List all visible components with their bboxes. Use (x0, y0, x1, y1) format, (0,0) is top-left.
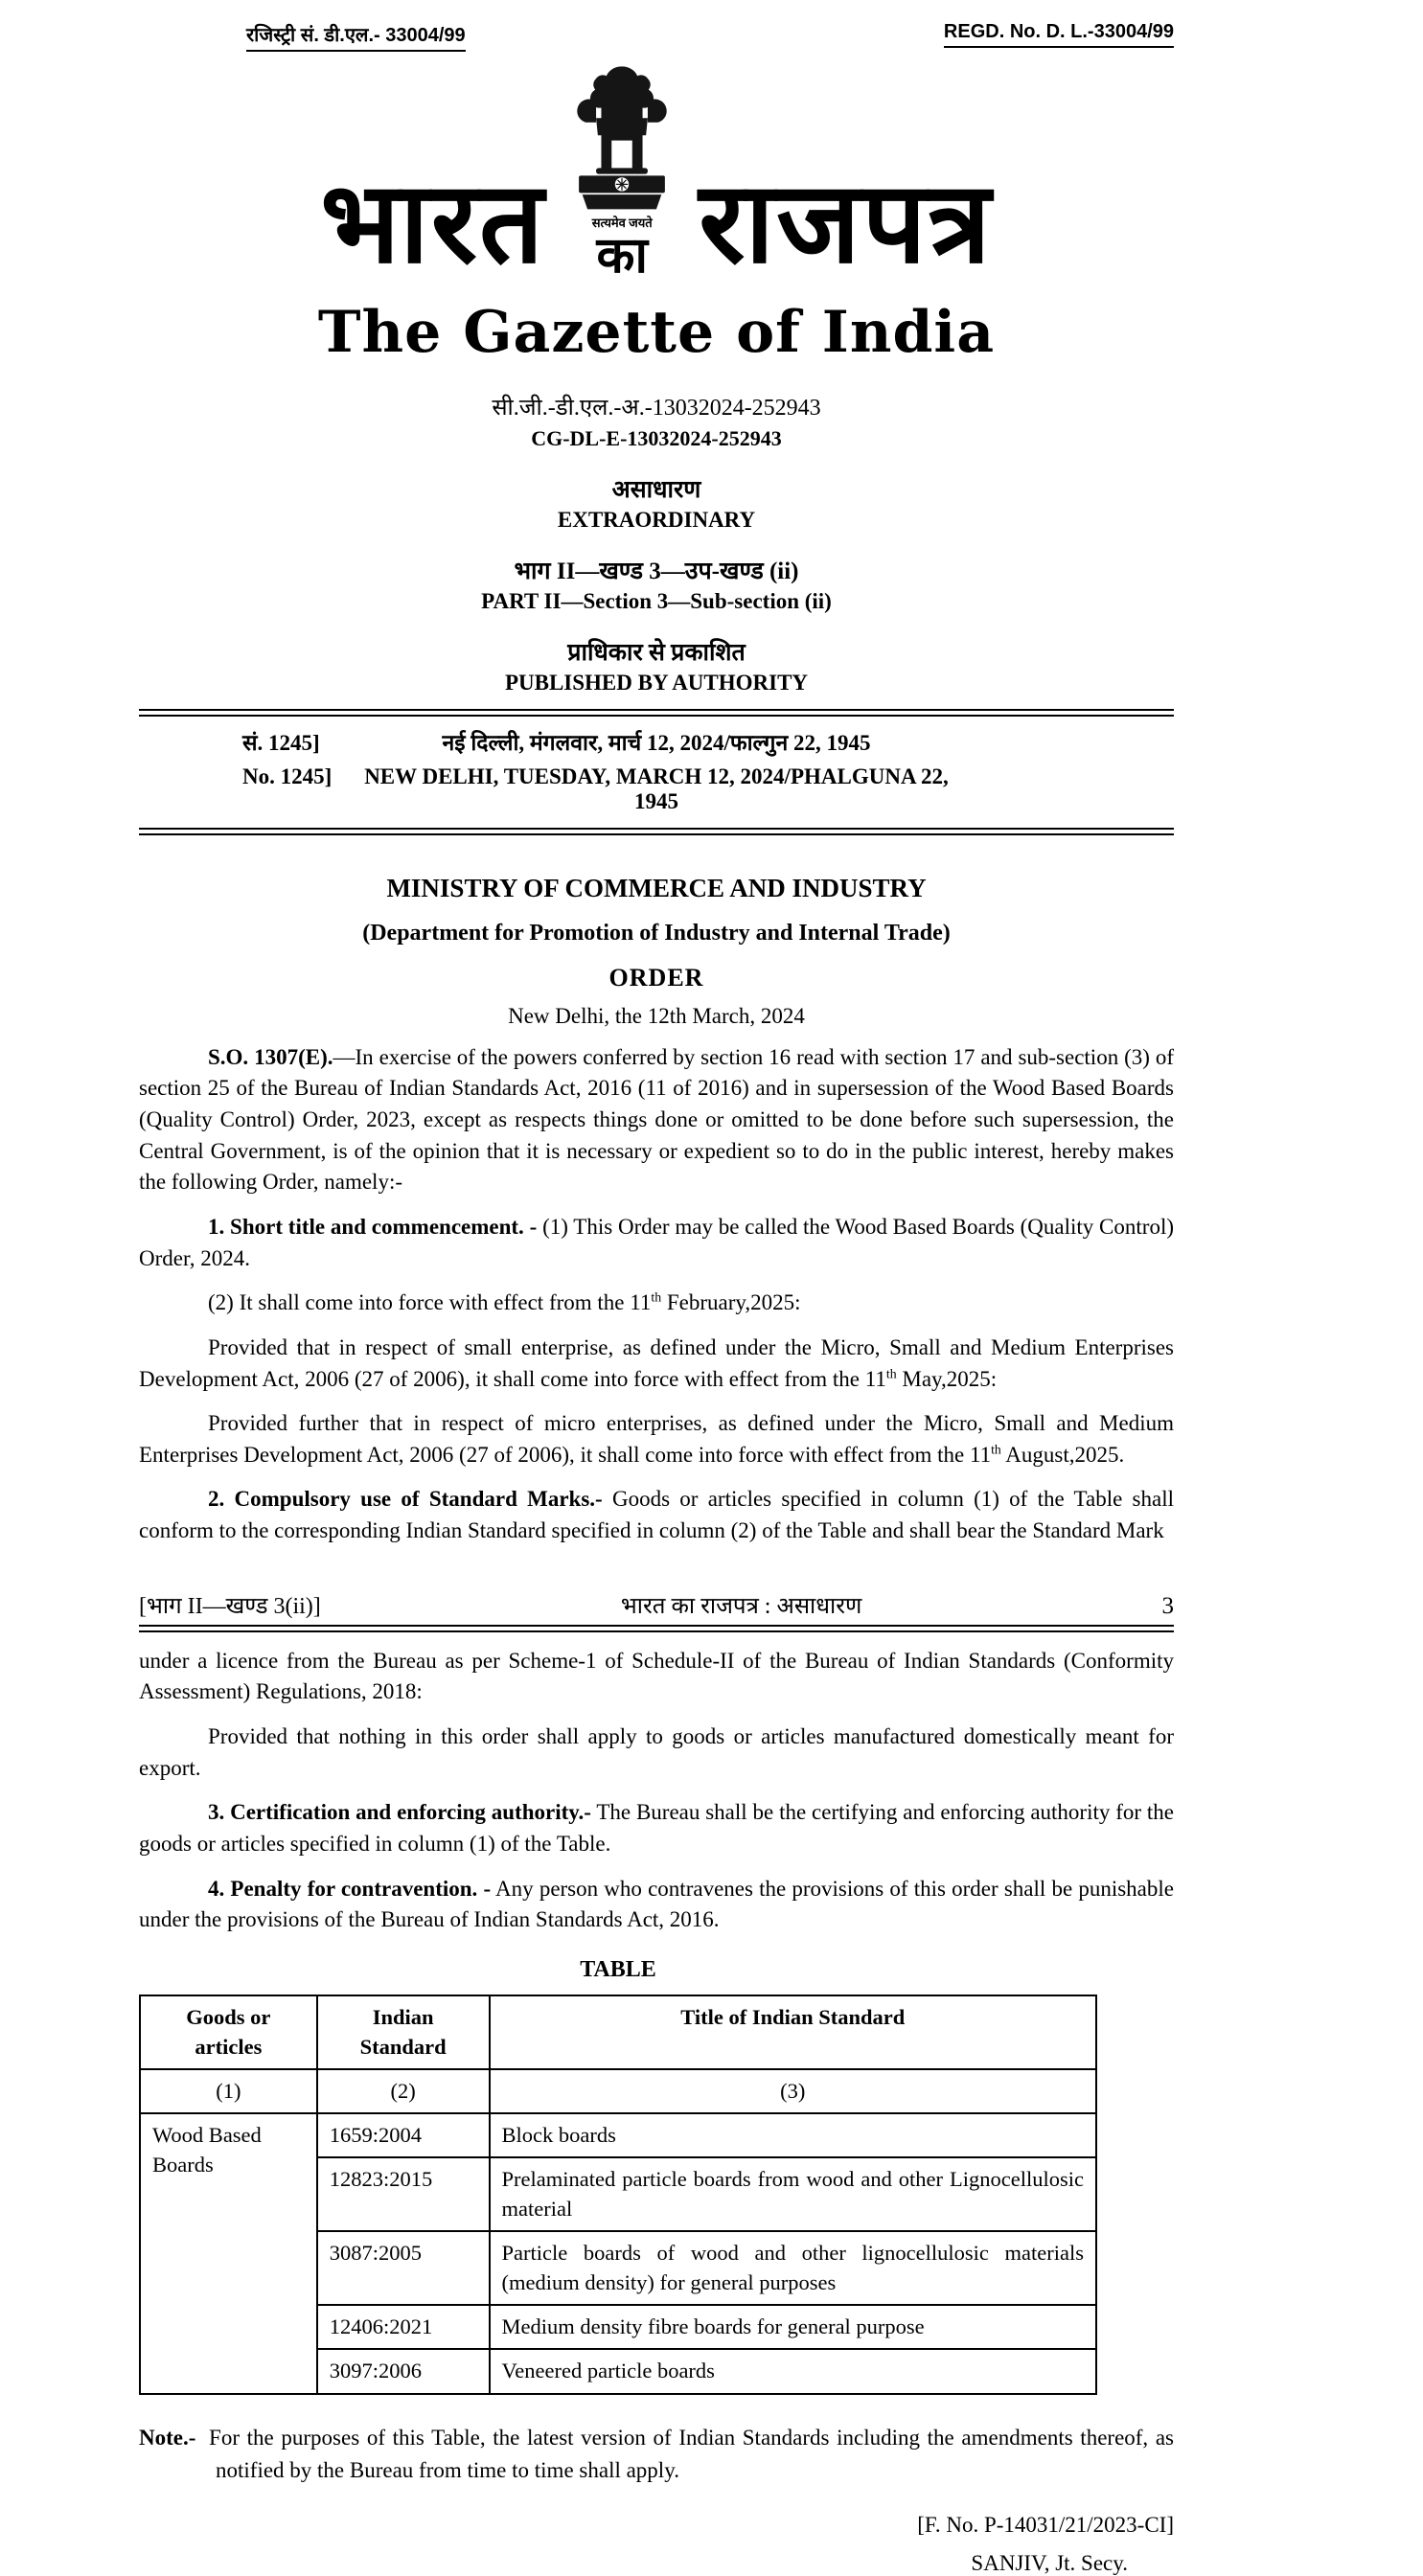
ordinal-suffix: th (885, 1365, 897, 1380)
masthead (139, 61, 1174, 284)
authority-english: PUBLISHED BY AUTHORITY (504, 670, 809, 695)
signature-block (139, 2513, 1174, 2576)
masthead-title-hindi-left: भारत (320, 160, 546, 286)
gazette-page (139, 0, 1174, 2576)
cg-code-english: CG-DL-E-13032024-252943 (531, 425, 782, 450)
standard-cell: 3087:2005 (317, 2231, 490, 2305)
title-cell: Medium density fibre boards for general purpose (490, 2305, 1096, 2349)
licence-text: under a licence from the Bureau as per Scheme-1 of Schedule-II of the Bureau of Indian Standards (Conformity Assessment) Regulations, 2018: (139, 1648, 1174, 1704)
paragraph-clause-1-sub2 (139, 1288, 1174, 1319)
so-number: S.O. 1307(E). (208, 1044, 333, 1069)
so-text: —In exercise of the powers conferred by section 16 read with section 17 and sub-section (3) of section 25 of the Bureau of Indian Standards Act, 2016 (11 of 2016) and in supersession of the Wood Based Boards (Quality Control) Order, 2023, except as respects things done or omitted to be done before such supersession, the Central Government, is of the opinion that it is necessary or expedient so to do in the public interest, hereby makes the following Order, namely:- (139, 1044, 1174, 1195)
clause-4-title: 4. Penalty for contravention. - (208, 1876, 492, 1901)
part-section-hindi: भाग II—खण्ड 3—उप-खण्ड (ii) (514, 558, 799, 584)
goods-cell: Wood Based Boards (140, 2113, 317, 2393)
running-header-part: [भाग II—खण्ड 3(ii)] (139, 1593, 321, 1619)
extraordinary-english: EXTRAORDINARY (557, 507, 756, 532)
note-paragraph (139, 2422, 1174, 2488)
clause-2-text: Goods or articles specified in column (1) of the Table shall conform to the corresponding Indian Standard specified in column (2) of the Table and shall bear the Standard Mark (139, 1487, 1174, 1543)
page-2-running-header (139, 1589, 1174, 1621)
proviso-micro-text: Provided further that in respect of micro enterprises, as defined under the Micro, Small and Medium Enterprises Development Act, 2006 (27 of 2006), it shall come into force with effect from the 11 (139, 1411, 1174, 1467)
clause-1-title: 1. Short title and commencement. - (208, 1214, 538, 1239)
paragraph-proviso-small (139, 1333, 1174, 1395)
standards-table (139, 1995, 1097, 2394)
clause-3-text: The Bureau shall be the certifying and enforcing authority for the goods or articles specified in column (1) of the Table. (139, 1800, 1174, 1857)
file-number: [F. No. P-14031/21/2023-CI] (917, 2512, 1174, 2537)
note-text: For the purposes of this Table, the latest version of Indian Standards including the amendments thereof, as notified by the Bureau from time to time shall apply. (201, 2425, 1174, 2482)
registry-row (139, 0, 1174, 52)
issue-date-hindi: नई दिल्ली, मंगलवार, मार्च 12, 2024/फाल्गुन 22, 1945 (442, 730, 871, 755)
paragraph-clause-2 (139, 1484, 1174, 1546)
extraordinary-hindi: असाधारण (611, 476, 701, 503)
proviso-small-text: Provided that in respect of small enterprise, as defined under the Micro, Small and Medium Enterprises Development Act, 2006 (27 of 2006), it shall come into force with effect from the 11 (139, 1334, 1174, 1391)
masthead-title-hindi-right: राजपत्र (699, 160, 993, 286)
col-header-standard: Indian Standard (317, 1995, 490, 2069)
page-2-header-rule (139, 1625, 1174, 1632)
col-header-title: Title of Indian Standard (490, 1995, 1096, 2069)
divider-rule-bottom (139, 828, 1174, 835)
issue-number-english: No. 1245] (242, 764, 333, 788)
national-emblem-icon (570, 61, 674, 213)
paragraph-licence (139, 1646, 1174, 1708)
title-cell: Prelaminated particle boards from wood and other Lignocellulosic material (490, 2157, 1096, 2231)
clause-1-text: (1) This Order may be called the Wood Based Boards (Quality Control) Order, 2024. (139, 1214, 1174, 1270)
issue-date-english: NEW DELHI, TUESDAY, MARCH 12, 2024/PHALGUNA 22, 1945 (364, 764, 949, 813)
proviso-micro-date: August,2025. (1000, 1442, 1125, 1467)
clause-1-sub2-date: February,2025: (661, 1290, 801, 1315)
registry-number-english: REGD. No. D. L.-33004/99 (944, 21, 1174, 48)
table-number-row (140, 2069, 1096, 2113)
table-header-row (140, 1995, 1096, 2069)
paragraph-clause-1 (139, 1212, 1174, 1274)
running-header-title: भारत का राजपत्र : असाधारण (620, 1593, 862, 1619)
note-label: Note.- (139, 2425, 196, 2450)
order-place-date: New Delhi, the 12th March, 2024 (508, 1003, 805, 1028)
clause-3-title: 3. Certification and enforcing authority.- (208, 1800, 591, 1825)
gazette-title-english: The Gazette of India (317, 298, 996, 366)
clause-1-sub2-text: (2) It shall come into force with effect from the 11 (208, 1290, 652, 1315)
department-heading: (Department for Promotion of Industry and Internal Trade) (362, 920, 951, 946)
paragraph-export-proviso (139, 1721, 1174, 1784)
col-number-2: (2) (317, 2069, 490, 2113)
part-section-english: PART II—Section 3—Sub-section (ii) (481, 588, 832, 613)
title-cell: Veneered particle boards (490, 2349, 1096, 2393)
ordinal-suffix: th (991, 1442, 1001, 1457)
standard-cell: 3097:2006 (317, 2349, 490, 2393)
col-header-goods: Goods or articles (140, 1995, 317, 2069)
col-number-1: (1) (140, 2069, 317, 2113)
page-number: 3 (1161, 1592, 1174, 1619)
col-number-3: (3) (490, 2069, 1096, 2113)
export-proviso-text: Provided that nothing in this order shall apply to goods or articles manufactured domestically meant for export. (139, 1724, 1174, 1780)
title-cell: Particle boards of wood and other lignocellulosic materials (medium density) for general purposes (490, 2231, 1096, 2305)
table-row (140, 2113, 1096, 2157)
paragraph-so-1307 (139, 1042, 1174, 1198)
table-heading: TABLE (580, 1957, 656, 1983)
paragraph-proviso-micro (139, 1408, 1174, 1470)
registry-number-hindi: रजिस्ट्री सं. डी.एल.- 33004/99 (246, 21, 466, 52)
standard-cell: 12406:2021 (317, 2305, 490, 2349)
signatory-name: SANJIV, Jt. Secy. (971, 2550, 1128, 2575)
order-heading: ORDER (608, 963, 704, 992)
standard-cell: 12823:2015 (317, 2157, 490, 2231)
ordinal-suffix: th (651, 1289, 662, 1305)
clause-4-text: Any person who contravenes the provisions of this order shall be punishable under the provisions of the Bureau of Indian Standards Act, 2016. (139, 1876, 1174, 1932)
standard-cell: 1659:2004 (317, 2113, 490, 2157)
divider-rule-top (139, 709, 1174, 717)
emblem-motto: सत्यमेव जयते (591, 216, 653, 230)
issue-number-hindi: सं. 1245] (242, 730, 320, 755)
masthead-title-hindi-ka: का (596, 229, 648, 284)
cg-code-hindi: सी.जी.-डी.एल.-अ.-13032024-252943 (492, 395, 821, 421)
ministry-heading: MINISTRY OF COMMERCE AND INDUSTRY (386, 873, 927, 902)
paragraph-clause-3 (139, 1797, 1174, 1859)
clause-2-title: 2. Compulsory use of Standard Marks.- (208, 1487, 603, 1512)
issue-row-hindi (139, 726, 1174, 757)
paragraph-clause-4 (139, 1874, 1174, 1936)
issue-row-english (139, 764, 1174, 814)
title-cell: Block boards (490, 2113, 1096, 2157)
proviso-small-date: May,2025: (896, 1366, 998, 1391)
emblem-column (559, 61, 685, 284)
authority-hindi: प्राधिकार से प्रकाशित (567, 639, 746, 666)
